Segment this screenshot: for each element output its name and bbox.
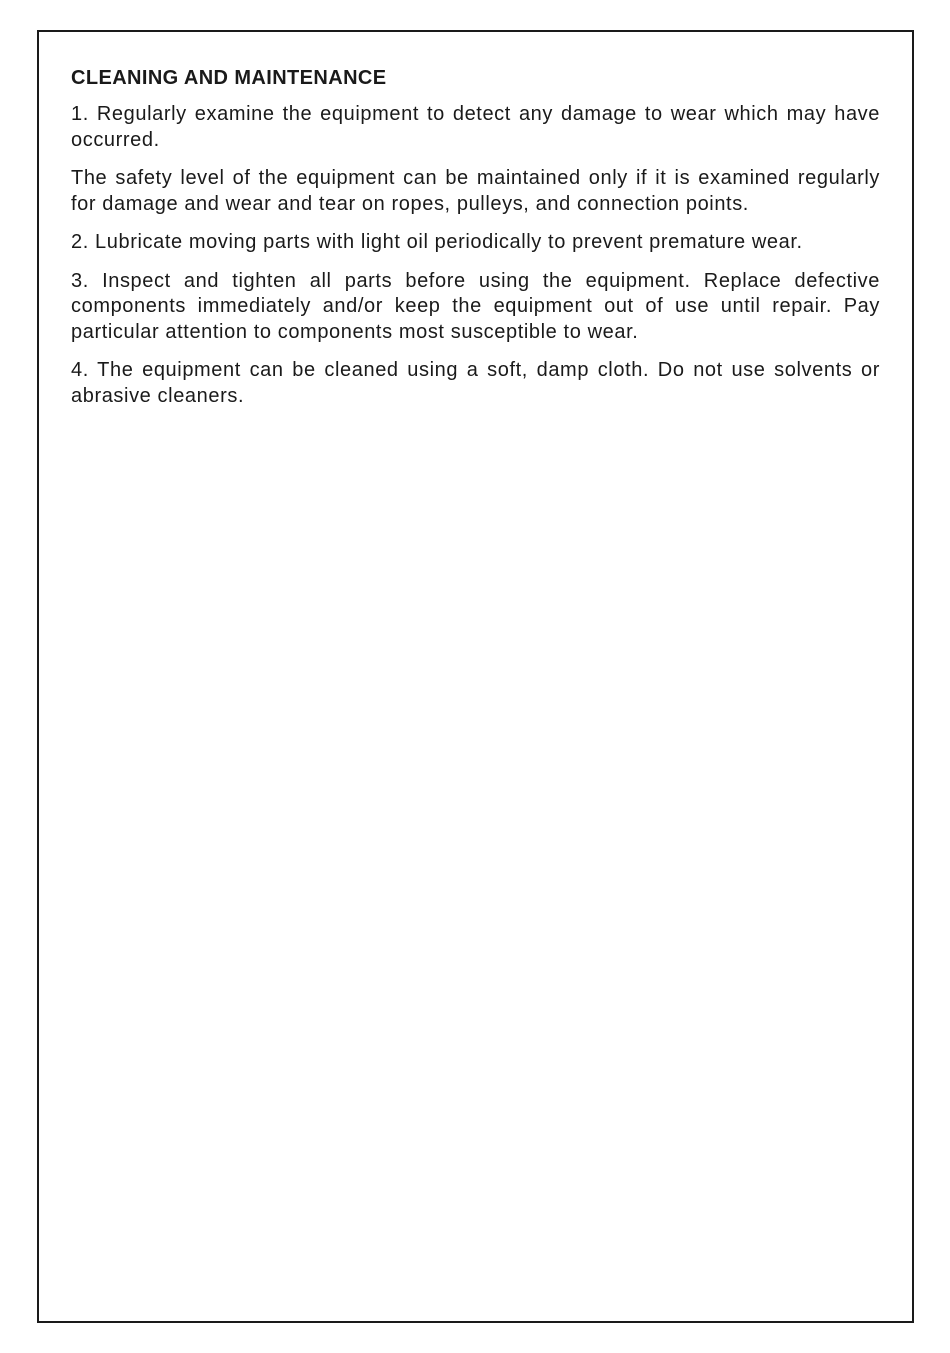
paragraph-safety-level: The safety level of the equipment can be maintained only if it is examined regularly for damage and wear and tear on ropes, pulleys, and connection points. (71, 167, 880, 215)
cleaning-maintenance-section (71, 66, 880, 422)
paragraph-lubricate: 2. Lubricate moving parts with light oil periodically to prevent premature wear. (71, 231, 803, 253)
section-heading: CLEANING AND MAINTENANCE (71, 67, 387, 89)
paragraph-examine: 1. Regularly examine the equipment to detect any damage to wear which may have occurred. (71, 103, 880, 151)
paragraph-cleaning: 4. The equipment can be cleaned using a soft, damp cloth. Do not use solvents or abrasive cleaners. (71, 359, 880, 407)
paragraph-inspect: 3. Inspect and tighten all parts before using the equipment. Replace defective components immediately and/or keep the equipment out of use until repair. Pay particular attention to components most susceptible to wear. (71, 269, 880, 343)
